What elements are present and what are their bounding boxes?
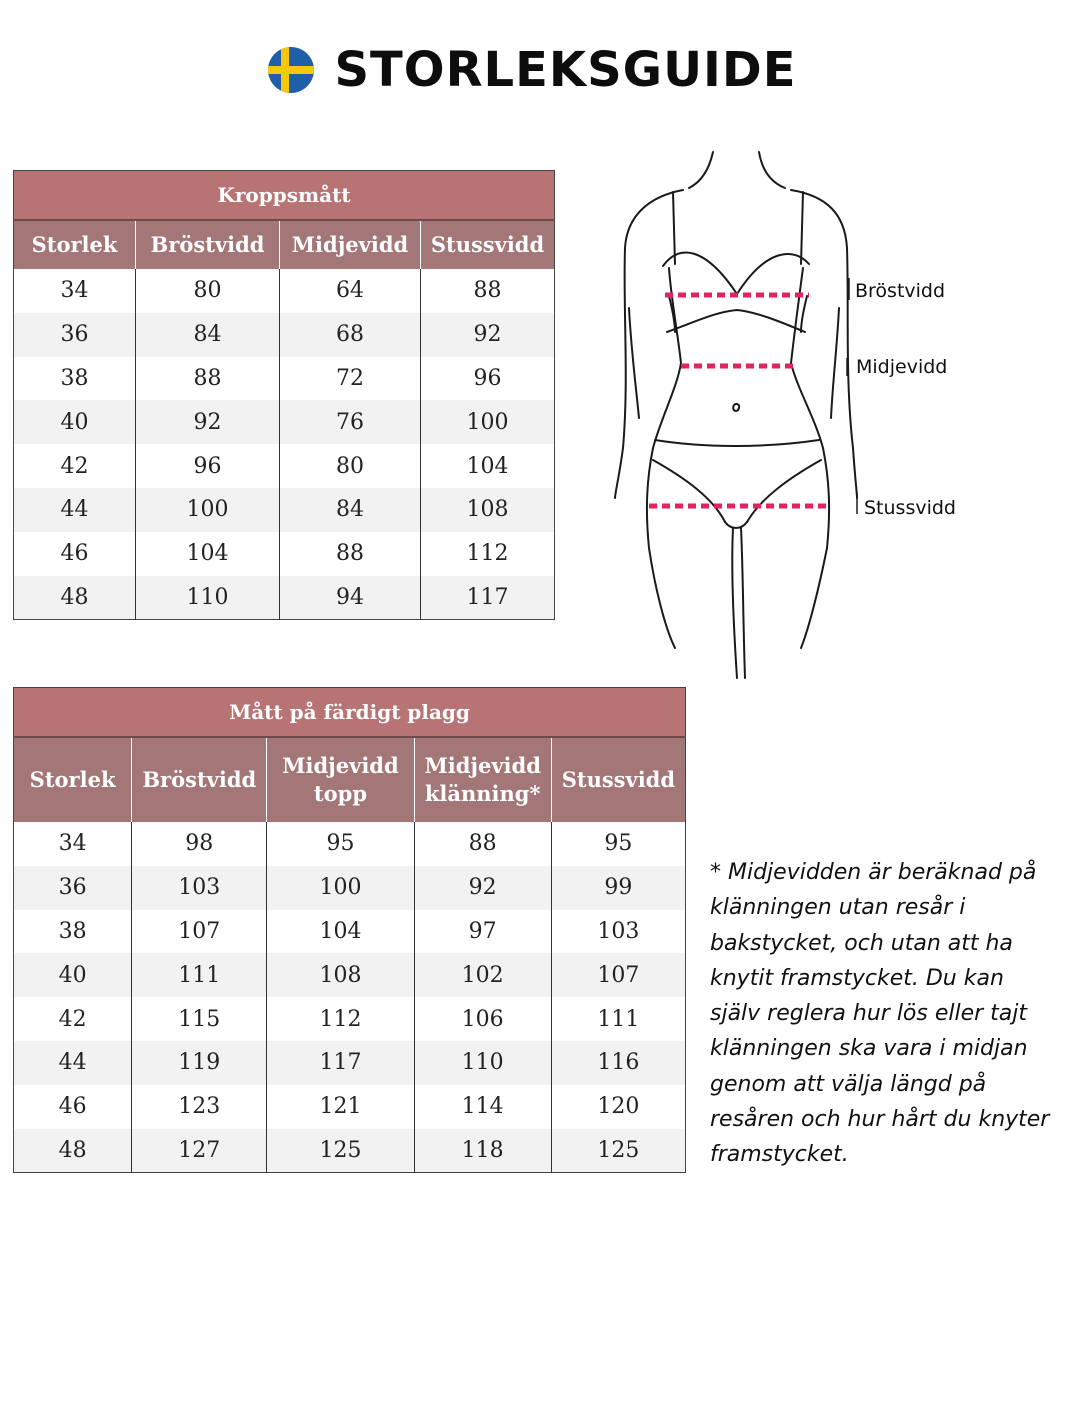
table-cell: 118 [414, 1129, 551, 1173]
body-figure [605, 148, 1005, 688]
table-cell: 44 [14, 1041, 132, 1085]
garment-measurements-table [13, 687, 686, 1173]
right-body-side [791, 268, 829, 648]
table-cell: 34 [14, 269, 136, 313]
table-cell: 117 [267, 1041, 414, 1085]
table-cell: 119 [132, 1041, 267, 1085]
waist-label: Midjevidd [856, 356, 948, 378]
table-cell: 97 [414, 910, 551, 954]
table-cell: 104 [267, 910, 414, 954]
table-cell: 38 [14, 910, 132, 954]
table-cell: 80 [136, 269, 280, 313]
table-cell: 84 [136, 313, 280, 357]
table-cell: 48 [14, 1129, 132, 1173]
table-row [14, 997, 686, 1041]
table-cell: 111 [551, 997, 685, 1041]
table-cell: 115 [132, 997, 267, 1041]
table-cell: 48 [14, 576, 136, 620]
table-cell: 103 [551, 910, 685, 954]
table-cell: 125 [551, 1129, 685, 1173]
table-row [14, 1085, 686, 1129]
table-cell: 92 [136, 400, 280, 444]
table-cell: 127 [132, 1129, 267, 1173]
left-bra-strap [673, 192, 675, 264]
table-row [14, 1129, 686, 1173]
table-cell: 95 [551, 822, 685, 866]
table-row [14, 910, 686, 954]
column-header: Bröstvidd [132, 737, 267, 822]
table-cell: 88 [421, 269, 555, 313]
table-cell: 72 [280, 357, 421, 401]
table-cell: 112 [267, 997, 414, 1041]
table-cell: 36 [14, 313, 136, 357]
table-cell: 40 [14, 400, 136, 444]
table-cell: 95 [267, 822, 414, 866]
column-header: Bröstvidd [136, 220, 280, 269]
page-title: STORLEKSGUIDE [334, 42, 797, 98]
table-caption: Mått på färdigt plagg [14, 688, 686, 738]
left-inner-leg [732, 528, 737, 678]
body-outline-illustration [605, 148, 1005, 688]
table-cell: 38 [14, 357, 136, 401]
table-cell: 42 [14, 444, 136, 488]
table-cell: 42 [14, 997, 132, 1041]
table-cell: 117 [421, 576, 555, 620]
table-cell: 121 [267, 1085, 414, 1129]
table-cell: 46 [14, 1085, 132, 1129]
table-row [14, 866, 686, 910]
table-cell: 44 [14, 488, 136, 532]
table-cell: 88 [280, 532, 421, 576]
table-cell: 88 [136, 357, 280, 401]
table-caption: Kroppsmått [14, 171, 555, 221]
table-cell: 88 [414, 822, 551, 866]
right-inner-leg [741, 528, 745, 678]
table-row [14, 269, 555, 313]
table-row [14, 357, 555, 401]
table-cell: 80 [280, 444, 421, 488]
table-cell: 108 [421, 488, 555, 532]
left-body-side [647, 268, 681, 648]
briefs-right-leg [747, 460, 821, 522]
table-cell: 100 [136, 488, 280, 532]
table-cell: 84 [280, 488, 421, 532]
right-inner-arm [831, 308, 839, 418]
table-cell: 116 [551, 1041, 685, 1085]
table-cell: 46 [14, 532, 136, 576]
table-row [14, 313, 555, 357]
table-cell: 76 [280, 400, 421, 444]
table-cell: 96 [421, 357, 555, 401]
table-row [14, 532, 555, 576]
column-header: Midjevidd [280, 220, 421, 269]
table-cell: 110 [136, 576, 280, 620]
table-cell: 103 [132, 866, 267, 910]
page-header [0, 40, 1065, 100]
column-header: Storlek [14, 220, 136, 269]
crotch [725, 522, 747, 528]
table-cell: 107 [551, 953, 685, 997]
table-cell: 68 [280, 313, 421, 357]
table-cell: 36 [14, 866, 132, 910]
column-header: Midjevidd klänning* [414, 737, 551, 822]
body-measurements-table [13, 170, 555, 620]
table-cell: 102 [414, 953, 551, 997]
left-inner-arm [629, 308, 639, 418]
table-cell: 107 [132, 910, 267, 954]
table-cell: 106 [414, 997, 551, 1041]
bra-bottom-right [801, 296, 807, 332]
table-row [14, 444, 555, 488]
table-cell: 92 [421, 313, 555, 357]
table-row [14, 1041, 686, 1085]
table-cell: 104 [421, 444, 555, 488]
column-header: Stussvidd [551, 737, 685, 822]
table-cell: 99 [551, 866, 685, 910]
column-header: Stussvidd [421, 220, 555, 269]
table-row [14, 822, 686, 866]
table-cell: 123 [132, 1085, 267, 1129]
bust-label: Bröstvidd [855, 280, 946, 302]
table-cell: 114 [414, 1085, 551, 1129]
table-cell: 120 [551, 1085, 685, 1129]
table-cell: 108 [267, 953, 414, 997]
table-cell: 94 [280, 576, 421, 620]
table-cell: 110 [414, 1041, 551, 1085]
left-outer-arm [615, 190, 683, 498]
hips-label: Stussvidd [864, 497, 956, 519]
table-cell: 64 [280, 269, 421, 313]
bra-cups [663, 253, 809, 294]
table-cell: 111 [132, 953, 267, 997]
table-cell: 112 [421, 532, 555, 576]
briefs-left-leg [653, 460, 725, 522]
swedish-flag-icon [268, 47, 314, 93]
briefs-waistband [655, 440, 819, 446]
footnote: * Midjevidden är beräknad på klänningen utan resår i bakstycket, och utan att ha knytit framstycket. Du kan själv reglera hur lös eller tajt klänningen ska vara i midjan genom att välja längd på resåren och hur hårt du knyter framstycket. [710, 860, 1050, 1168]
column-header: Midjevidd topp [267, 737, 414, 822]
bra-band [667, 310, 805, 332]
table-cell: 104 [136, 532, 280, 576]
right-bra-strap [801, 192, 803, 264]
table-cell: 100 [421, 400, 555, 444]
table-row [14, 953, 686, 997]
table-cell: 96 [136, 444, 280, 488]
table-cell: 98 [132, 822, 267, 866]
table-row [14, 488, 555, 532]
table-cell: 125 [267, 1129, 414, 1173]
table-cell: 40 [14, 953, 132, 997]
table-cell: 34 [14, 822, 132, 866]
column-header: Storlek [14, 737, 132, 822]
table-cell: 92 [414, 866, 551, 910]
left-neck-line [689, 152, 713, 188]
right-neck-line [759, 152, 785, 188]
table-cell: 100 [267, 866, 414, 910]
table-row [14, 576, 555, 620]
navel [733, 404, 739, 411]
table-row [14, 400, 555, 444]
